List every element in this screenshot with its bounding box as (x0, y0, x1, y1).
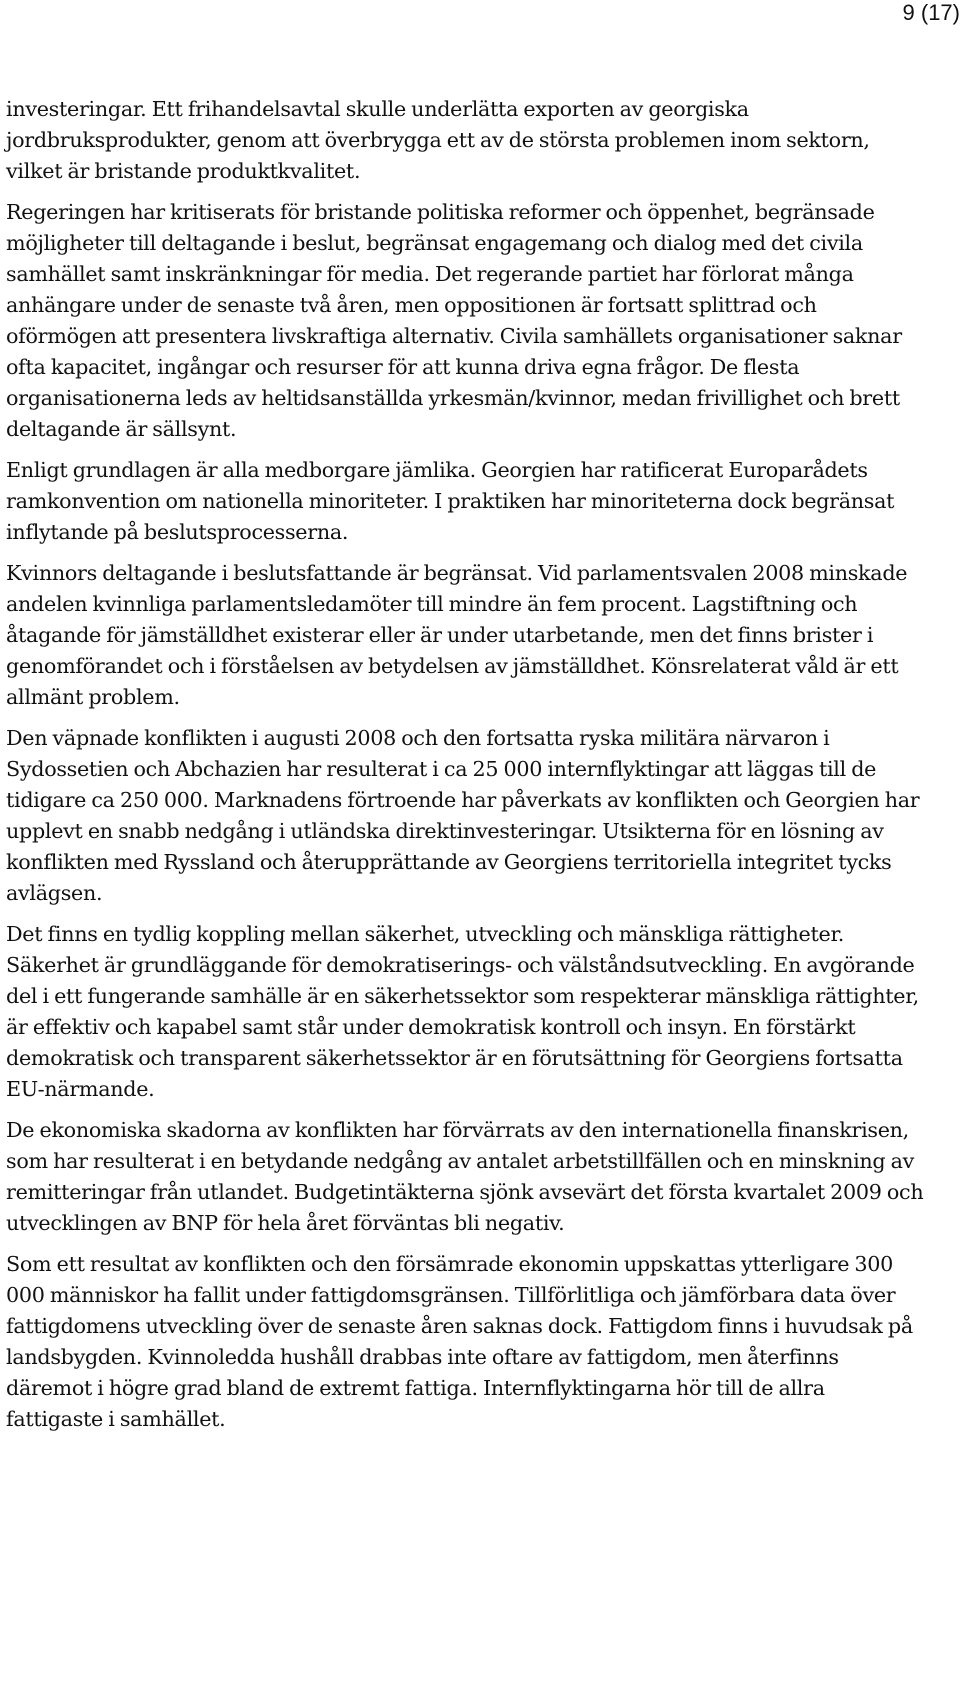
paragraph-conflict: Den väpnade konflikten i augusti 2008 och den fortsatta ryska militära närvaron i Sydossetien och Abchazien har resulterat i ca 25 000 internflyktingar att läggas till de tidigare ca 250 000. Marknadens förtroende har påverkats av konflikten och Georgien har upplevt en snabb nedgång i utländska direktinvesteringar. Utsikterna för en lösning av konflikten med Ryssland och återupprättande av Georgiens territoriella integritet tycks avlägsen. (6, 726, 920, 905)
paragraph-poverty: Som ett resultat av konflikten och den försämrade ekonomin uppskattas ytterligare 300 000 människor ha fallit under fattigdomsgränsen. Tillförlitliga och jämförbara data över fattigdomens utveckling över de senaste åren saknas dock. Fattigdom finns i huvudsak på landsbygden. Kvinnoledda hushåll drabbas inte oftare av fattigdom, men återfinns däremot i högre grad bland de extremt fattiga. Internflyktingarna hör till de allra fattigaste i samhället. (6, 1252, 913, 1431)
paragraph-gender: Kvinnors deltagande i beslutsfattande är begränsat. Vid parlamentsvalen 2008 minskade andelen kvinnliga parlamentsledamöter till mindre än fem procent. Lagstiftning och åtagande för jämställdhet existerar eller är under utarbetande, men det finns brister i genomförandet och i förståelsen av betydelsen av jämställdhet. Könsrelaterat våld är ett allmänt problem. (6, 561, 908, 709)
paragraph-minorities: Enligt grundlagen är alla medborgare jämlika. Georgien har ratificerat Europarådets ramkonvention om nationella minoriteter. I praktiken har minoriteterna dock begränsat inflytande på beslutsprocesserna. (6, 458, 895, 544)
paragraph-governance: Regeringen har kritiserats för bristande politiska reformer och öppenhet, begränsade möjligheter till deltagande i beslut, begränsat engagemang och dialog med det civila samhället samt inskränkningar för media. Det regerande partiet har förlorat många anhängare under de senaste två åren, men oppositionen är fortsatt splittrad och oförmögen att presentera livskraftiga alternativ. Civila samhällets organisationer saknar ofta kapacitet, ingångar och resurser för att kunna driva egna frågor. De flesta organisationerna leds av heltidsanställda yrkesmän/kvinnor, medan frivillighet och brett deltagande är sällsynt. (6, 200, 902, 441)
paragraph-economy: De ekonomiska skadorna av konflikten har förvärrats av den internationella finanskrisen, som har resulterat i en betydande nedgång av antalet arbetstillfällen och en minskning av remitteringar från utlandet. Budgetintäkterna sjönk avsevärt det första kvartalet 2009 och utvecklingen av BNP för hela året förväntas bli negativ. (6, 1118, 924, 1235)
document-body (6, 94, 926, 1445)
page-number: 9 (17) (902, 0, 960, 25)
paragraph-security: Det finns en tydlig koppling mellan säkerhet, utveckling och mänskliga rättigheter. Säkerhet är grundläggande för demokratiserings- och välståndsutveckling. En avgörande del i ett fungerande samhälle är en säkerhetssektor som respekterar mänskliga rättighter, är effektiv och kapabel samt står under demokratisk kontroll och insyn. En förstärkt demokratisk och transparent säkerhetssektor är en förutsättning för Georgiens fortsatta EU-närmande. (6, 922, 919, 1101)
paragraph-investments: investeringar. Ett frihandelsavtal skulle underlätta exporten av georgiska jordbruksprodukter, genom att överbrygga ett av de största problemen inom sektorn, vilket är bristande produktkvalitet. (6, 97, 870, 183)
